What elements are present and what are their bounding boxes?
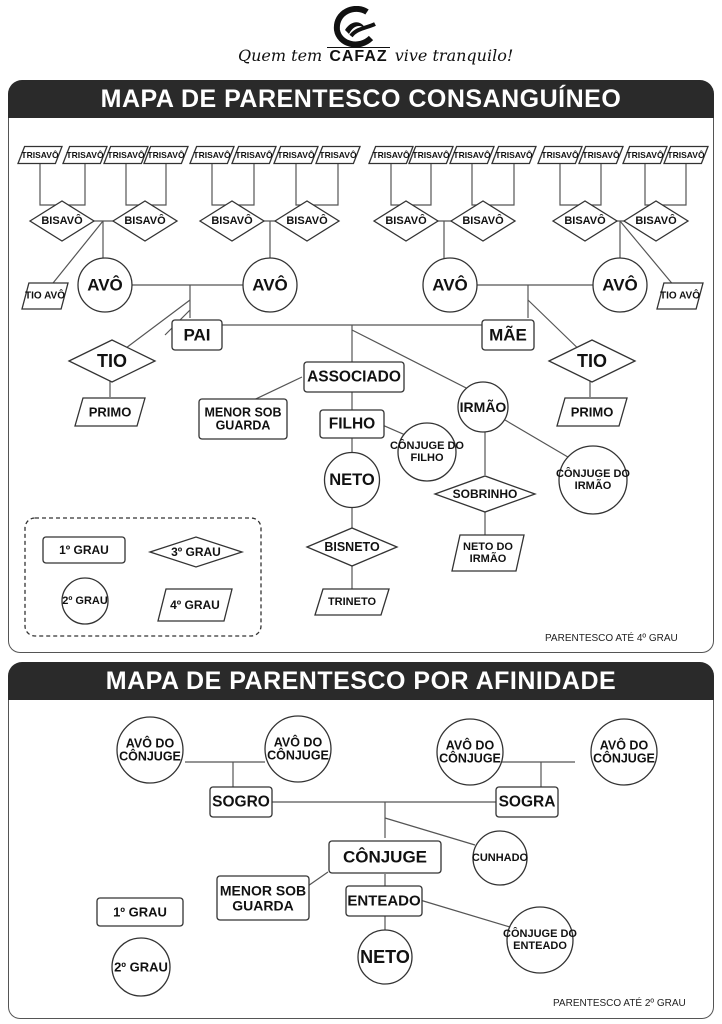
legend-1o-grau [43, 537, 125, 563]
node-trisavo-8 [316, 147, 360, 164]
connector-line [145, 163, 166, 205]
node-label: 4º GRAU [170, 598, 220, 612]
node-trisavo-4 [144, 147, 188, 164]
node-cunhado [472, 831, 529, 885]
node-trisavo-5 [190, 147, 234, 164]
node-neto-afinidade [358, 930, 412, 984]
node-label: FILHO [410, 451, 444, 464]
node-bisavo-3 [200, 201, 264, 241]
node-label: PRIMO [570, 404, 614, 420]
node-label: TRISAVÔ [319, 150, 357, 160]
node-label: PRIMO [88, 404, 132, 420]
node-label: SOGRA [498, 793, 556, 811]
afinidade-title: MAPA DE PARENTESCO POR AFINIDADE [8, 662, 714, 700]
node-label: SOBRINHO [452, 487, 518, 501]
legend-afinidade-2o-grau [112, 938, 170, 996]
node-tio-avo-left [22, 283, 68, 309]
node-trisavo-2 [63, 147, 107, 164]
legend-3o-grau [150, 537, 242, 567]
connector-line [420, 900, 520, 930]
legend-afinidade-1o-grau [97, 898, 183, 926]
node-label: AVÔ [87, 275, 123, 295]
node-neto-do-irmao [452, 535, 524, 571]
node-label: AVÔ DO [445, 738, 495, 753]
node-trisavo-3 [104, 147, 148, 164]
node-label: AVÔ [252, 275, 288, 295]
node-label: MENOR SOB [219, 882, 307, 899]
node-conjuge [329, 841, 441, 873]
node-label: TRISAVÔ [372, 150, 410, 160]
node-label: AVÔ [602, 275, 638, 295]
node-primo-right [557, 398, 627, 426]
node-sobrinho [435, 476, 535, 512]
node-label: CÔNJUGE [439, 751, 501, 766]
node-label: NETO [360, 947, 410, 967]
node-filho [320, 410, 384, 438]
node-label: NETO DO [463, 541, 513, 554]
node-trisavo-1 [18, 147, 62, 164]
slogan-before: Quem tem [238, 46, 323, 65]
node-label: MENOR SOB [204, 405, 282, 420]
node-avo-do-conjuge-1 [117, 717, 183, 783]
node-label: MÃE [489, 325, 527, 345]
node-neto [325, 453, 380, 508]
node-sogro [210, 787, 272, 817]
node-bisavo-8 [624, 201, 688, 241]
node-label: TIO AVÔ [25, 290, 65, 302]
afinidade-footnote: PARENTESCO ATÉ 2º GRAU [553, 998, 686, 1009]
node-label: 3º GRAU [171, 545, 221, 559]
connector-line [62, 163, 85, 205]
node-avo-do-conjuge-4 [591, 719, 657, 785]
node-label: TIO [577, 351, 607, 371]
slogan-after: vive tranquilo! [394, 46, 514, 65]
node-sogra [496, 787, 558, 817]
node-trisavo-15 [623, 147, 667, 164]
node-label: TRISAVÔ [626, 150, 664, 160]
node-trisavo-7 [274, 147, 318, 164]
connector-line [483, 163, 514, 205]
node-label: CÔNJUGE [593, 751, 655, 766]
node-label: TRISAVÔ [107, 150, 145, 160]
node-label: TRISAVÔ [66, 150, 104, 160]
node-label: IRMÃO [459, 399, 507, 415]
connector-line [560, 163, 585, 205]
node-conjuge-do-enteado [503, 907, 577, 973]
node-label: TIO AVÔ [660, 290, 700, 302]
node-label: BISAVÔ [41, 215, 83, 227]
node-label: IRMÃO [574, 479, 612, 492]
node-label: AVÔ [432, 275, 468, 295]
node-label: BISAVÔ [385, 215, 427, 227]
connector-line [472, 163, 483, 205]
node-avo-1 [78, 258, 132, 312]
node-label: CÔNJUGE [119, 749, 181, 764]
node-label: TRISAVÔ [277, 150, 315, 160]
node-avo-do-conjuge-3 [437, 719, 503, 785]
node-label: ENTEADO [513, 939, 567, 952]
node-label: TRISAVÔ [541, 150, 579, 160]
node-label: TRISAVÔ [193, 150, 231, 160]
connector-line [391, 163, 406, 205]
node-label: TRISAVÔ [495, 150, 533, 160]
node-trisavo-14 [579, 147, 623, 164]
node-tio-left [69, 340, 155, 382]
node-label: BISNETO [324, 540, 380, 554]
brand-name: CAFAZ [329, 48, 388, 65]
node-irmao [458, 382, 508, 432]
node-label: CUNHADO [471, 852, 529, 864]
node-avo-2 [243, 258, 297, 312]
node-label: AVÔ DO [125, 736, 175, 751]
node-primo-left [75, 398, 145, 426]
node-label: TRINETO [327, 596, 377, 608]
node-label: 1º GRAU [59, 543, 109, 557]
node-menor-sob-guarda [199, 399, 287, 439]
legend-box [25, 518, 261, 636]
node-label: BISAVÔ [564, 215, 606, 227]
node-menor-sob-guarda-afinidade [217, 876, 309, 920]
node-label: NETO [329, 471, 375, 489]
connector-line [645, 163, 656, 205]
node-associado [304, 362, 404, 392]
connector-line [656, 163, 686, 205]
node-label: BISAVÔ [635, 215, 677, 227]
node-label: TRISAVÔ [235, 150, 273, 160]
node-avo-4 [593, 258, 647, 312]
node-label: CÔNJUGE DO [556, 468, 630, 481]
node-avo-3 [423, 258, 477, 312]
node-bisneto [307, 528, 397, 566]
node-label: ENTEADO [347, 892, 421, 910]
connector-line [585, 163, 601, 205]
node-label: GUARDA [215, 418, 271, 433]
legend-4o-grau [158, 589, 232, 621]
node-trisavo-11 [450, 147, 494, 164]
connector-line [232, 163, 254, 205]
node-label: AVÔ DO [273, 735, 323, 750]
node-label: BISAVÔ [124, 215, 166, 227]
node-label: TRISAVÔ [21, 150, 59, 160]
node-label: CÔNJUGE [342, 847, 428, 867]
node-label: AVÔ DO [599, 738, 649, 753]
node-label: SOGRO [212, 793, 270, 811]
consanguineo-footnote: PARENTESCO ATÉ 4º GRAU [545, 633, 678, 644]
node-label: GUARDA [232, 897, 294, 914]
node-bisavo-7 [553, 201, 617, 241]
node-trisavo-12 [492, 147, 536, 164]
node-label: 2º GRAU [62, 595, 108, 607]
node-label: TRISAVÔ [412, 150, 450, 160]
node-label: CÔNJUGE [267, 748, 329, 763]
connector-line [126, 163, 145, 205]
node-label: BISAVÔ [286, 215, 328, 227]
node-bisavo-5 [374, 201, 438, 241]
node-bisavo-2 [113, 201, 177, 241]
connector-line [307, 163, 338, 205]
node-tio-avo-right [657, 283, 703, 309]
node-label: TIO [97, 351, 127, 371]
connector-line [40, 163, 62, 205]
node-pai [172, 320, 222, 350]
connector-line [212, 163, 232, 205]
node-avo-do-conjuge-2 [265, 716, 331, 782]
node-label: TRISAVÔ [582, 150, 620, 160]
node-label: TRISAVÔ [667, 150, 705, 160]
node-trisavo-6 [232, 147, 276, 164]
node-mae [482, 320, 534, 350]
node-label: TRISAVÔ [453, 150, 491, 160]
node-conjuge-do-filho [390, 423, 464, 481]
node-trisavo-10 [409, 147, 453, 164]
node-label: BISAVÔ [462, 215, 504, 227]
node-trineto [315, 589, 389, 615]
legend-2o-grau [62, 578, 108, 624]
node-bisavo-6 [451, 201, 515, 241]
node-label: 2º GRAU [114, 959, 168, 975]
node-bisavo-1 [30, 201, 94, 241]
node-trisavo-16 [664, 147, 708, 164]
node-tio-right [549, 340, 635, 382]
node-label: PAI [183, 325, 211, 345]
node-label: FILHO [328, 415, 376, 433]
node-trisavo-13 [538, 147, 582, 164]
node-bisavo-4 [275, 201, 339, 241]
node-label: TRISAVÔ [147, 150, 185, 160]
node-trisavo-9 [369, 147, 413, 164]
connector-line [406, 163, 431, 205]
node-enteado [346, 886, 422, 916]
node-label: CÔNJUGE DO [390, 440, 464, 453]
node-label: CÔNJUGE DO [503, 928, 577, 941]
node-label: BISAVÔ [211, 215, 253, 227]
node-label: IRMÃO [469, 552, 507, 565]
connector-line [296, 163, 307, 205]
consanguineo-title: MAPA DE PARENTESCO CONSANGUÍNEO [8, 80, 714, 118]
node-label: ASSOCIADO [307, 368, 401, 386]
node-label: 1º GRAU [113, 904, 167, 920]
